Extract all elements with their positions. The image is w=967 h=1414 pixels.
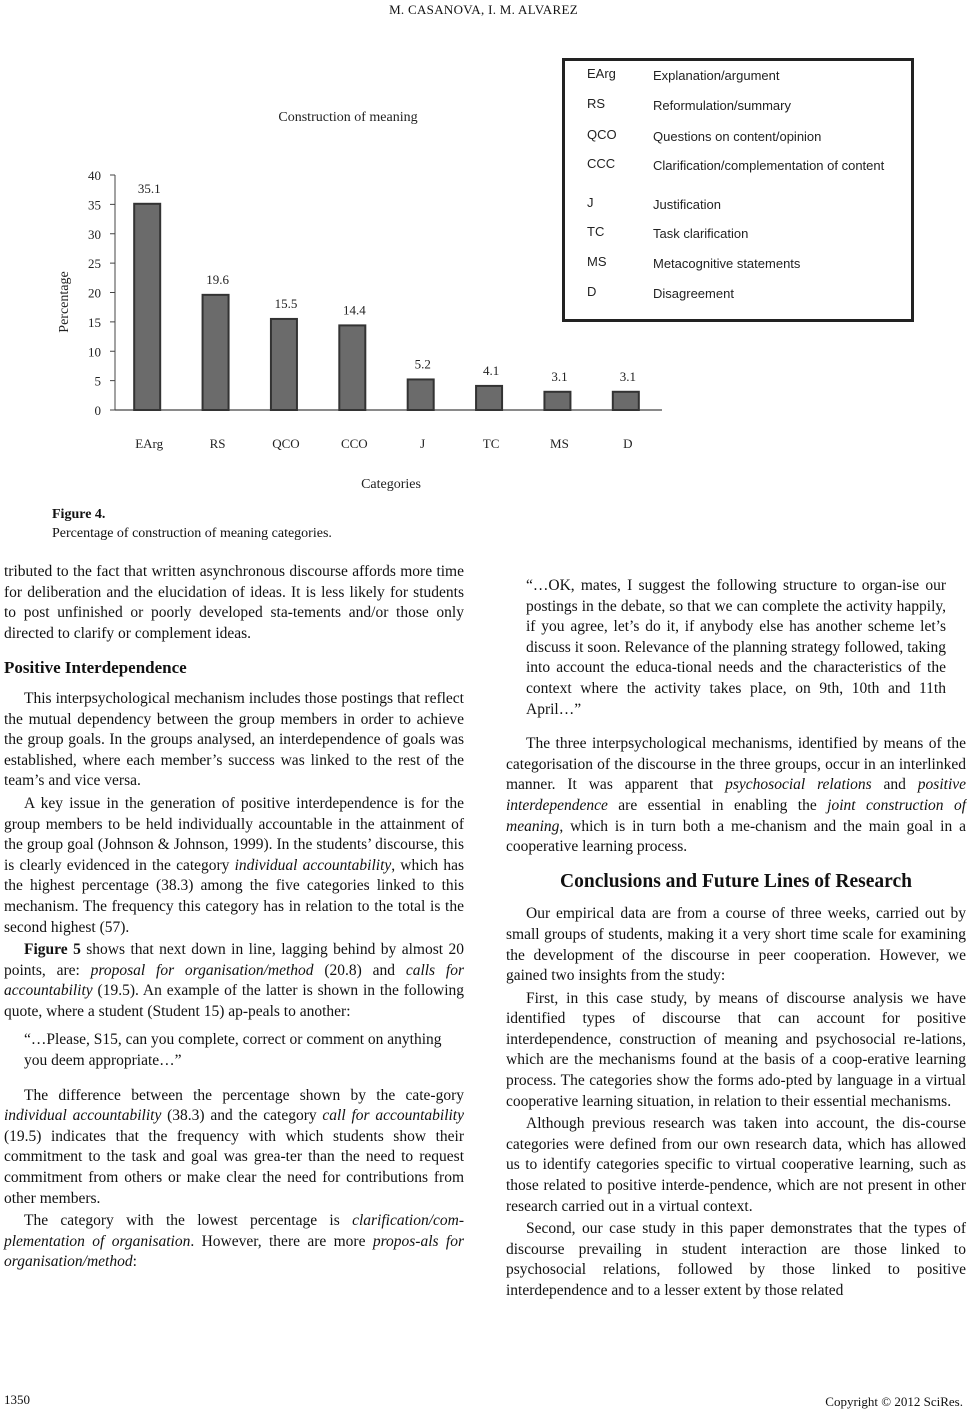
- paragraph: First, in this case study, by means of discourse analysis we have identified types of discourse that can account for positive interdependence, construction of meaning and psychosocial re-lations, which are the mechanisms found at the basis of a coop-erative learning process. The categories show the forms ado-pted by language in a virtual cooperative learning situation, in relation to their essential mechanisms.: [506, 989, 966, 1110]
- x-tick-label: RS: [209, 436, 226, 451]
- data-label: 14.4: [342, 302, 366, 318]
- legend-description: Explanation/argument: [653, 68, 780, 83]
- data-label: 19.6: [206, 271, 229, 287]
- x-tick-label: MS: [550, 436, 569, 451]
- left-column: [4, 562, 464, 1275]
- paragraph: Our empirical data are from a course of three weeks, carried out by small groups of students, making it a very short time scale for examining the development of the discourse in peer cooperation. However, we gained two insights from the study:: [506, 905, 966, 985]
- legend-description: Reformulation/summary: [653, 98, 791, 113]
- x-axis-label: Categories: [361, 477, 421, 492]
- figure-caption: [52, 505, 332, 543]
- y-tick-label: 30: [88, 226, 101, 242]
- y-tick-label: 20: [88, 285, 101, 301]
- legend-abbr: EArg: [587, 66, 616, 81]
- bar-tc: [476, 386, 502, 410]
- legend-description: Disagreement: [653, 286, 734, 301]
- x-tick-label: D: [623, 436, 633, 451]
- data-label: 3.1: [619, 368, 636, 384]
- bar-earg: [134, 204, 160, 410]
- bar-qco: [271, 319, 297, 410]
- y-tick-label: 35: [88, 197, 101, 213]
- legend-abbr: MS: [587, 254, 607, 269]
- chart-legend: [562, 58, 914, 322]
- paragraph: Although previous research was taken into account, the dis-course categories were defined from our own research data, which has allowed us to identify categories specific to virtual cooperative learning, such as those related to positive interde-pendence, which are not present in other research carried out in a virtual context.: [506, 1115, 966, 1215]
- paragraph: Second, our case study in this paper demonstrates that the types of discourse prevailing in student interaction are those linked to psychosocial relations, followed by those linked to positive interdependence and to a lesser extent by those related: [506, 1220, 966, 1299]
- chart-title: Construction of meaning: [278, 110, 418, 125]
- section-heading-positive-interdependence: Positive Interdependence: [4, 658, 187, 678]
- bar-ms: [544, 392, 570, 410]
- y-tick-label: 5: [94, 373, 101, 389]
- legend-description: Task clarification: [653, 226, 749, 241]
- x-tick-label: J: [420, 436, 426, 451]
- running-head: M. CASANOVA, I. M. ALVAREZ: [389, 2, 578, 17]
- section-heading-conclusions: Conclusions and Future Lines of Research: [560, 870, 912, 892]
- paragraph: The difference between the percentage shown by the cate-gory individual accountability (38.3) and the category call for accountability (19.5) indicates that the frequency with which students show their commitment to the task and goal was grea-ter than the need to request commitment from others or make clear the need for contributions from other members.: [4, 1086, 464, 1207]
- quote: “…Please, S15, can you complete, correct or comment on anything you deem appropriate…”: [24, 1031, 442, 1070]
- legend-description: Clarification/complementation of content: [653, 158, 885, 173]
- paragraph: This interpsychological mechanism includes those postings that reflect the mutual dependency between the group members in order to achieve the group goals. In the groups analysed, an interdependence of goals was established, where each member’s success was linked to the rest of the team’s and vice versa.: [4, 689, 464, 790]
- y-axis-label: Percentage: [57, 271, 72, 333]
- legend-abbr: D: [587, 284, 597, 299]
- bar-j: [408, 379, 434, 410]
- bar-cco: [339, 325, 365, 410]
- figure-reference: Figure 5: [24, 941, 81, 959]
- data-label: 3.1: [551, 368, 568, 384]
- legend-abbr: QCO: [587, 127, 617, 142]
- x-tick-label: EArg: [135, 436, 164, 451]
- legend-description: Questions on content/opinion: [653, 129, 822, 144]
- y-tick-label: 25: [88, 256, 101, 272]
- figure-label: Figure 4.: [52, 507, 106, 522]
- page-number: 1350: [4, 1392, 30, 1407]
- figure-caption-text: Percentage of construction of meaning categories.: [52, 526, 332, 541]
- x-tick-label: QCO: [272, 436, 300, 451]
- x-tick-label: TC: [482, 436, 500, 451]
- paragraph: Figure 5 shows that next down in line, lagging behind by almost 20 points, are: proposal for organisation/method (20.8) and calls for accountability (19.5). An example of the latter is shown in the following quote, where a student (Student 15) ap-peals to another:: [4, 941, 464, 1020]
- legend-abbr: TC: [587, 224, 605, 239]
- paragraph: tributed to the fact that written asynchronous discourse affords more time for deliberation and the elucidation of ideas. It is less likely for students to post unfinished or poorly developed sta-tements and/or those only directed to clarify or complement ideas.: [4, 563, 464, 642]
- y-tick-label: 15: [88, 314, 101, 330]
- legend-abbr: CCC: [587, 156, 616, 171]
- legend-abbr: RS: [587, 96, 606, 111]
- right-column: [506, 568, 966, 1304]
- data-label: 4.1: [482, 362, 500, 378]
- data-label: 15.5: [274, 295, 298, 311]
- paragraph: A key issue in the generation of positive interdependence is for the group members to be held individually accountable in the attainment of the group goal (Johnson & Johnson, 1999). In the students’ discourse, this is clearly evidenced in the category individual accountability, which has the highest percentage (38.3) among the five categories linked to this mechanism. The frequency this category has in relation to the total is the second highest (57).: [4, 794, 464, 936]
- bar-d: [613, 392, 639, 410]
- y-tick-label: 0: [94, 403, 101, 418]
- legend-description: Metacognitive statements: [653, 256, 801, 271]
- legend-description: Justification: [653, 197, 721, 212]
- quote: “…OK, mates, I suggest the following structure to organ-ise our postings in the debate, so that we can complete the activity happily, if you agree, let’s do it, if anybody else has another scheme let’s discuss it soon. Relevance of the planning strategy followed, taking into account the educa-tional needs and the characteristics of the context where the activity takes place, on 9th, 10th and 11th April…”: [526, 577, 946, 718]
- y-tick-label: 10: [88, 344, 101, 360]
- data-label: 5.2: [414, 356, 431, 372]
- legend-abbr: J: [587, 195, 594, 210]
- y-tick-label: 40: [88, 168, 101, 183]
- x-tick-label: CCO: [340, 436, 368, 451]
- paragraph: The category with the lowest percentage is clarification/com-plementation of organisation. However, there are more propos-als for organisation/method:: [4, 1212, 464, 1271]
- data-label: 35.1: [137, 180, 161, 196]
- figure-4: [0, 50, 967, 530]
- bar-rs: [203, 295, 229, 410]
- paragraph: The three interpsychological mechanisms, identified by means of the categorisation of the discourse in the three groups, occur in an interlinked manner. It was apparent that psychosocial relations and positive interdependence are essential in enabling the joint construction of meaning, which is in turn both a me-chanism and the main goal in a cooperative learning process.: [506, 735, 967, 856]
- copyright: Copyright © 2012 SciRes.: [825, 1394, 963, 1409]
